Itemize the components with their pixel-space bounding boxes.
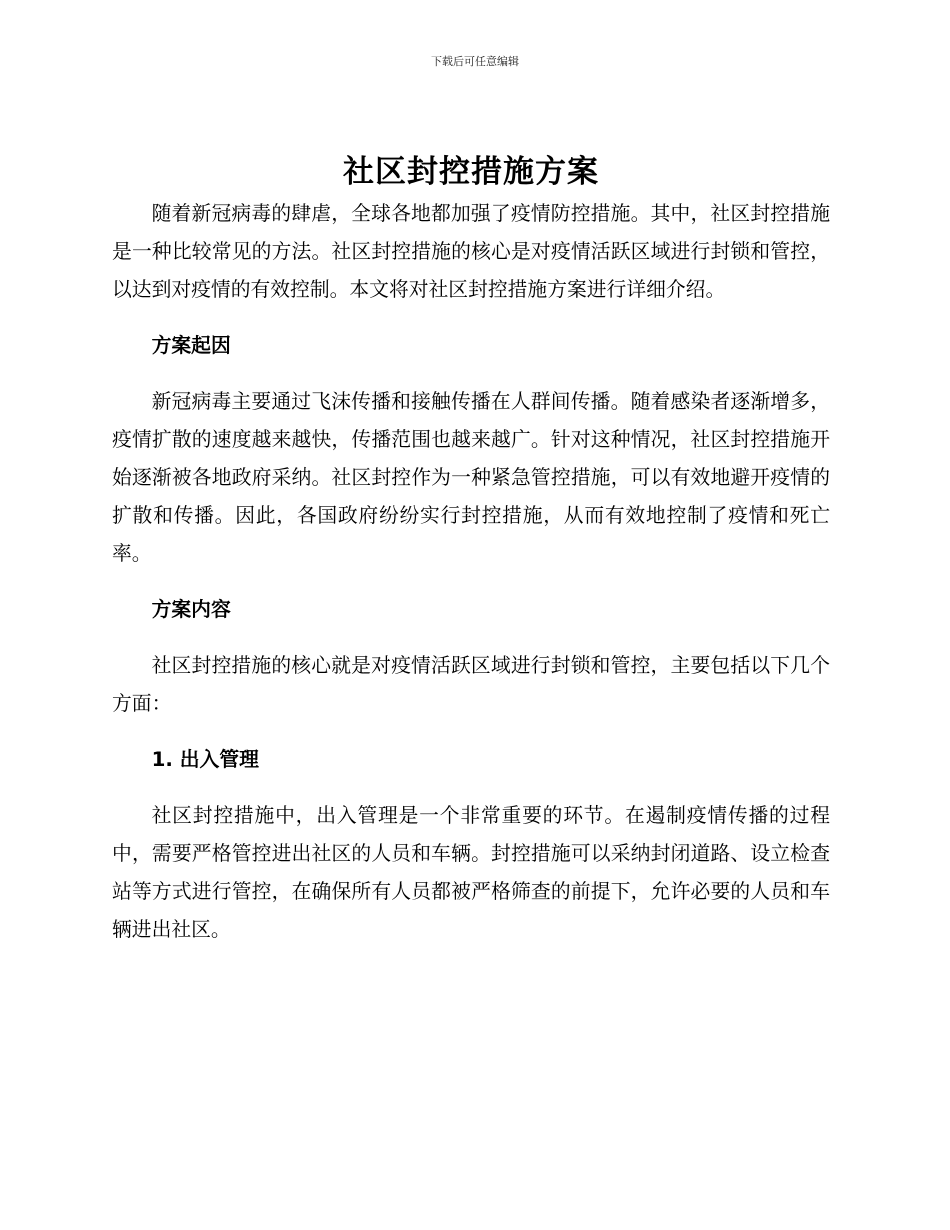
section-heading-access-management: 1. 出入管理 [151, 748, 259, 771]
document-title: 社区封控措施方案 [343, 154, 599, 190]
intro-paragraph: 随着新冠病毒的肆虐，全球各地都加强了疫情防控措施。其中，社区封控措施是一种比较常见的方法。社区封控措施的核心是对疫情活跃区域进行封锁和管控，以达到对疫情的有效控制。本文将对社区封控措施方案进行详细介绍。 [112, 202, 830, 301]
section-body-access-management: 社区封控措施中，出入管理是一个非常重要的环节。在遏制疫情传播的过程中，需要严格管控进出社区的人员和车辆。封控措施可以采纳封闭道路、设立检查站等方式进行管控，在确保所有人员都被严格筛查的前提下，允许必要的人员和车辆进出社区。 [112, 804, 830, 941]
page-header-note: 下载后可任意编辑 [431, 55, 519, 68]
section-heading-content: 方案内容 [151, 598, 231, 621]
section-body-content: 社区封控措施的核心就是对疫情活跃区域进行封锁和管控，主要包括以下几个方面： [112, 654, 830, 715]
section-heading-origin: 方案起因 [151, 334, 231, 357]
section-body-origin: 新冠病毒主要通过飞沫传播和接触传播在人群间传播。随着感染者逐渐增多，疫情扩散的速度越来越快，传播范围也越来越广。针对这种情况，社区封控措施开始逐渐被各地政府采纳。社区封控作为一种紧急管控措施，可以有效地避开疫情的扩散和传播。因此，各国政府纷纷实行封控措施，从而有效地控制了疫情和死亡率。 [112, 390, 830, 565]
document-body [112, 150, 830, 949]
